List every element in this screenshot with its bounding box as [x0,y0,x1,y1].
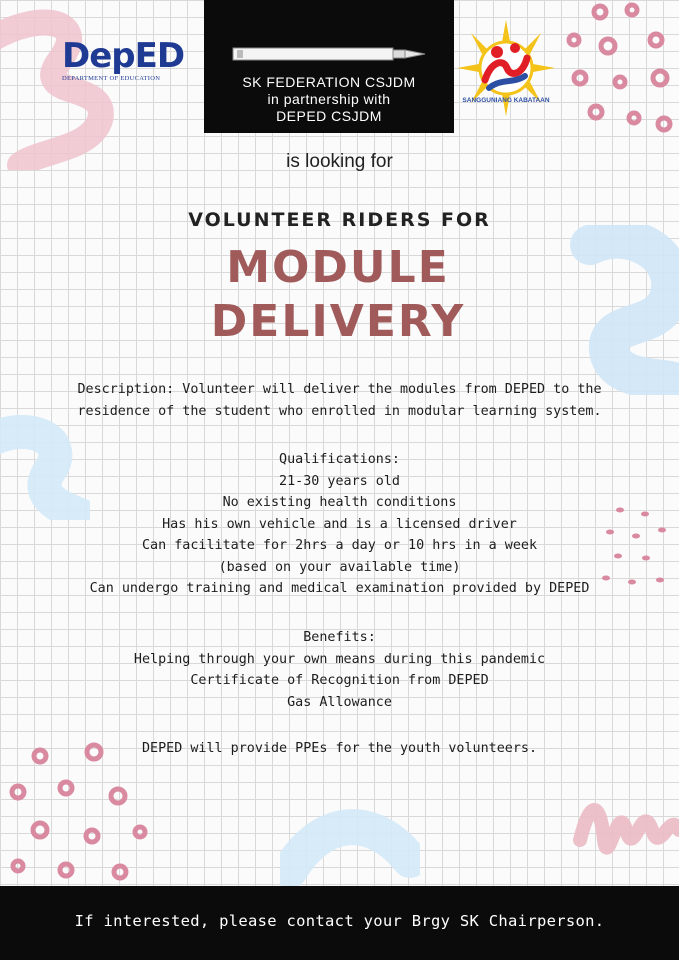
sk-logo [455,18,557,118]
headline-delivery: DELIVERY [210,296,466,347]
deped-logo-wordmark: DepED [62,36,185,76]
deped-logo-subtitle: DEPARTMENT OF EDUCATION [62,75,161,82]
qualifications-title: Qualifications: [279,452,400,467]
decorative-blue-brush-bottom [280,800,420,886]
footer-bar [0,886,679,960]
pen-icon [231,44,427,64]
headline-module: MODULE [226,242,450,293]
decorative-pink-dots-top-right [560,0,679,150]
description-block [0,379,679,422]
qualification-item: No existing health conditions [222,495,457,510]
qualification-item: Has his own vehicle and is a licensed driver [162,516,517,532]
sk-logo-text: SANGGUNIANG KABATAAN [462,97,550,104]
decorative-blue-brush-right [560,225,679,395]
benefit-item: Certificate of Recognition from DEPED [190,673,489,688]
intro-text: is looking for [286,151,393,172]
qualification-item: Can facilitate for 2hrs a day or 10 hrs in a week [141,538,538,553]
benefits-block [0,627,679,713]
qualification-item: (based on your available time) [218,559,461,575]
qualification-item: Can undergo training and medical examination provided by DEPED [89,581,590,596]
benefits-title: Benefits: [303,630,376,645]
decorative-pink-scribble-bottom-right [570,780,679,880]
qualification-item: 21-30 years old [279,473,400,489]
description-line-1: Description: Volunteer will deliver the modules from DEPED to the [77,382,602,397]
decorative-pink-dots-bottom-left [0,740,170,886]
header-line-3: DEPED CSJDM [276,108,382,124]
ppe-note: DEPED will provide PPEs for the youth volunteers. [141,741,538,756]
footer-contact-text: If interested, please contact your Brgy SK Chairperson. [74,912,605,930]
header-box [204,0,454,133]
header-line-1: SK FEDERATION CSJDM [242,74,416,90]
deped-logo [62,38,194,90]
benefit-item: Gas Allowance [287,694,392,710]
header-line-2: in partnership with [267,91,391,107]
qualifications-block [0,449,679,600]
description-line-2: residence of the student who enrolled in modular learning system. [77,403,602,419]
benefit-item: Helping through your own means during this pandemic [133,651,546,667]
headline-subtitle: VOLUNTEER RIDERS FOR [188,209,491,231]
